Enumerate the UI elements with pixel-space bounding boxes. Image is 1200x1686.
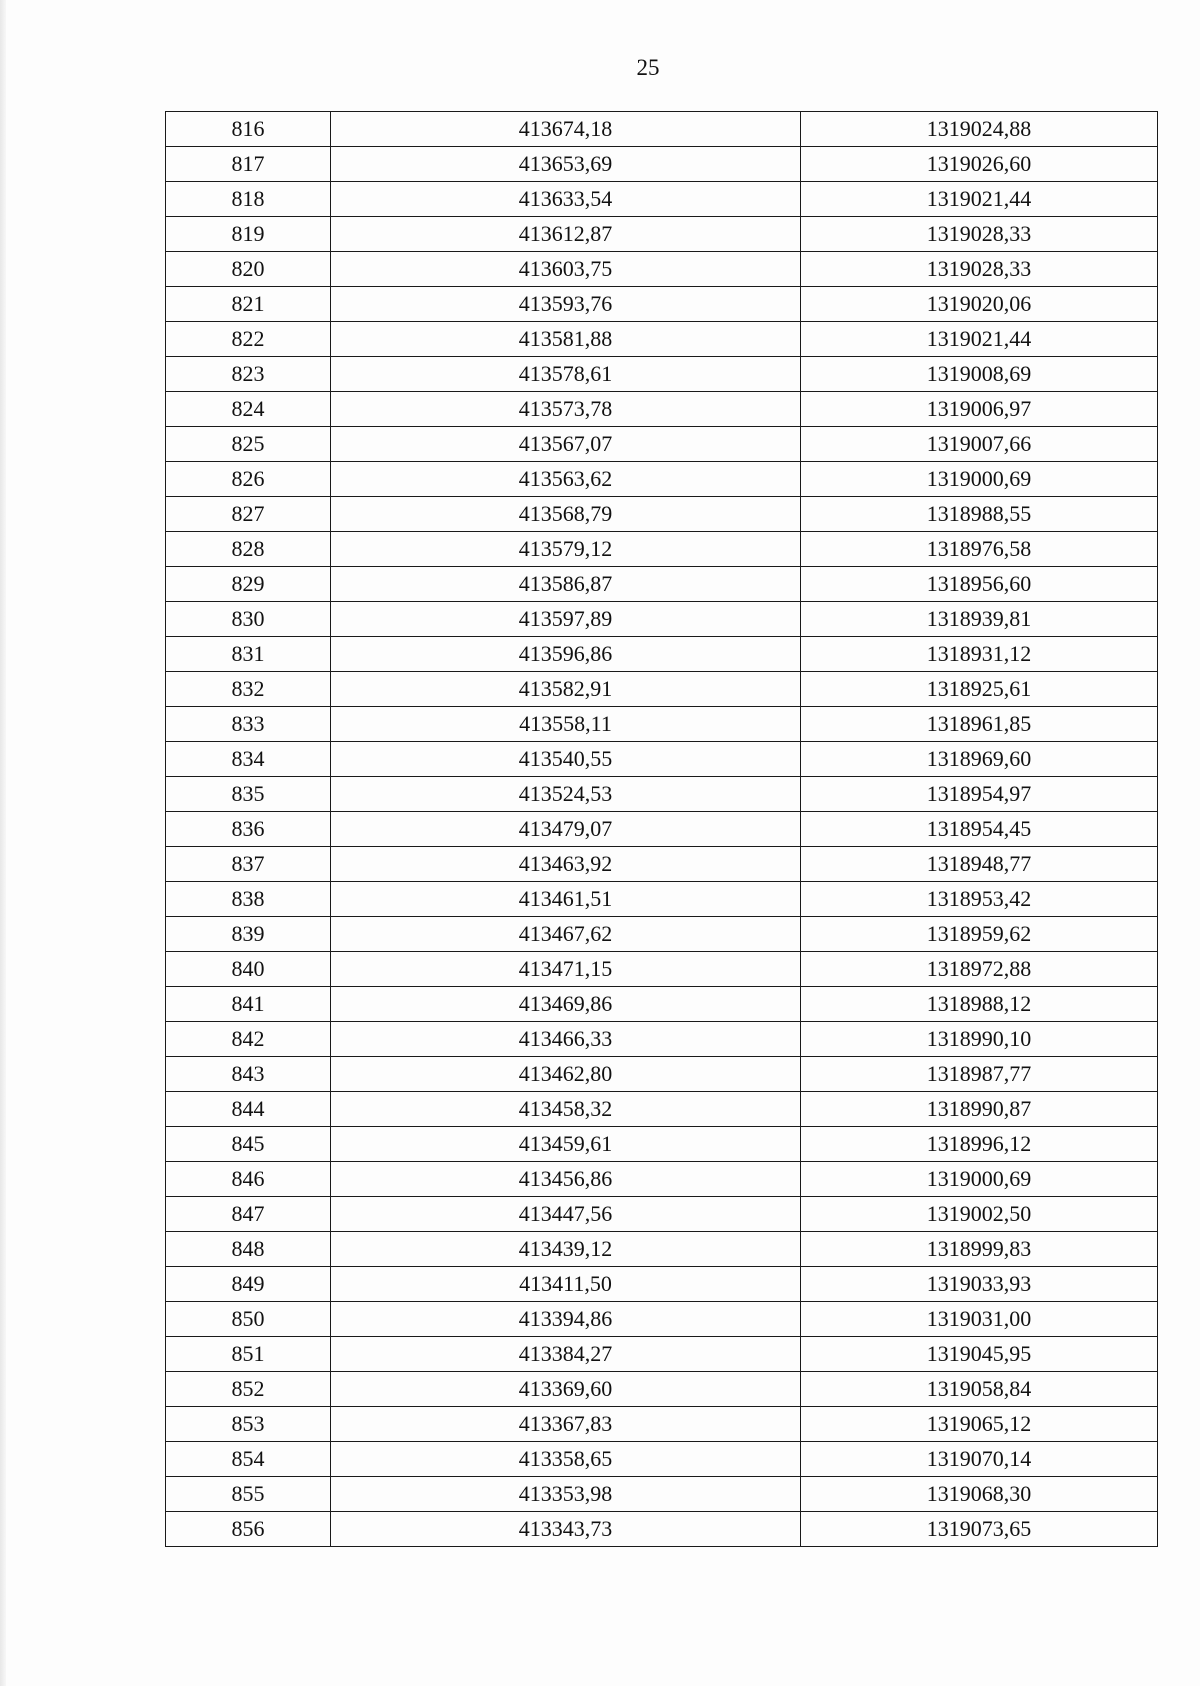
y-coordinate-cell: 1318969,60 — [801, 742, 1158, 777]
point-number-cell: 820 — [166, 252, 331, 287]
y-coordinate-cell: 1318956,60 — [801, 567, 1158, 602]
point-number-cell: 834 — [166, 742, 331, 777]
coordinates-table-body — [166, 112, 1158, 1547]
point-number-cell: 840 — [166, 952, 331, 987]
y-coordinate-cell: 1319021,44 — [801, 182, 1158, 217]
x-coordinate-cell: 413568,79 — [331, 497, 801, 532]
table-row — [166, 532, 1158, 567]
point-number-cell: 823 — [166, 357, 331, 392]
y-coordinate-cell: 1318999,83 — [801, 1232, 1158, 1267]
table-row — [166, 392, 1158, 427]
x-coordinate-cell: 413353,98 — [331, 1477, 801, 1512]
x-coordinate-cell: 413540,55 — [331, 742, 801, 777]
point-number-cell: 832 — [166, 672, 331, 707]
y-coordinate-cell: 1319020,06 — [801, 287, 1158, 322]
table-row — [166, 357, 1158, 392]
point-number-cell: 818 — [166, 182, 331, 217]
x-coordinate-cell: 413463,92 — [331, 847, 801, 882]
table-row — [166, 1337, 1158, 1372]
y-coordinate-cell: 1318976,58 — [801, 532, 1158, 567]
point-number-cell: 839 — [166, 917, 331, 952]
table-row — [166, 777, 1158, 812]
table-row — [166, 1512, 1158, 1547]
y-coordinate-cell: 1319070,14 — [801, 1442, 1158, 1477]
x-coordinate-cell: 413456,86 — [331, 1162, 801, 1197]
y-coordinate-cell: 1319045,95 — [801, 1337, 1158, 1372]
table-row — [166, 1162, 1158, 1197]
x-coordinate-cell: 413596,86 — [331, 637, 801, 672]
x-coordinate-cell: 413439,12 — [331, 1232, 801, 1267]
point-number-cell: 845 — [166, 1127, 331, 1162]
y-coordinate-cell: 1319026,60 — [801, 147, 1158, 182]
point-number-cell: 821 — [166, 287, 331, 322]
table-row — [166, 497, 1158, 532]
table-row — [166, 1057, 1158, 1092]
table-row — [166, 252, 1158, 287]
x-coordinate-cell: 413411,50 — [331, 1267, 801, 1302]
x-coordinate-cell: 413471,15 — [331, 952, 801, 987]
table-row — [166, 1127, 1158, 1162]
x-coordinate-cell: 413459,61 — [331, 1127, 801, 1162]
x-coordinate-cell: 413447,56 — [331, 1197, 801, 1232]
point-number-cell: 854 — [166, 1442, 331, 1477]
y-coordinate-cell: 1319068,30 — [801, 1477, 1158, 1512]
table-row — [166, 637, 1158, 672]
table-row — [166, 147, 1158, 182]
y-coordinate-cell: 1318972,88 — [801, 952, 1158, 987]
point-number-cell: 848 — [166, 1232, 331, 1267]
table-row — [166, 672, 1158, 707]
table-row — [166, 112, 1158, 147]
point-number-cell: 817 — [166, 147, 331, 182]
y-coordinate-cell: 1319033,93 — [801, 1267, 1158, 1302]
table-row — [166, 1022, 1158, 1057]
y-coordinate-cell: 1319028,33 — [801, 252, 1158, 287]
table-row — [166, 322, 1158, 357]
table-row — [166, 462, 1158, 497]
x-coordinate-cell: 413367,83 — [331, 1407, 801, 1442]
point-number-cell: 824 — [166, 392, 331, 427]
table-row — [166, 707, 1158, 742]
y-coordinate-cell: 1318954,97 — [801, 777, 1158, 812]
x-coordinate-cell: 413633,54 — [331, 182, 801, 217]
point-number-cell: 827 — [166, 497, 331, 532]
table-row — [166, 1092, 1158, 1127]
table-row — [166, 182, 1158, 217]
x-coordinate-cell: 413458,32 — [331, 1092, 801, 1127]
y-coordinate-cell: 1318961,85 — [801, 707, 1158, 742]
x-coordinate-cell: 413394,86 — [331, 1302, 801, 1337]
point-number-cell: 825 — [166, 427, 331, 462]
x-coordinate-cell: 413343,73 — [331, 1512, 801, 1547]
x-coordinate-cell: 413597,89 — [331, 602, 801, 637]
table-row — [166, 427, 1158, 462]
point-number-cell: 855 — [166, 1477, 331, 1512]
point-number-cell: 851 — [166, 1337, 331, 1372]
table-row — [166, 602, 1158, 637]
coordinates-table — [165, 111, 1158, 1547]
y-coordinate-cell: 1318954,45 — [801, 812, 1158, 847]
y-coordinate-cell: 1319058,84 — [801, 1372, 1158, 1407]
table-row — [166, 1267, 1158, 1302]
y-coordinate-cell: 1318948,77 — [801, 847, 1158, 882]
point-number-cell: 841 — [166, 987, 331, 1022]
y-coordinate-cell: 1318939,81 — [801, 602, 1158, 637]
y-coordinate-cell: 1318931,12 — [801, 637, 1158, 672]
y-coordinate-cell: 1318990,10 — [801, 1022, 1158, 1057]
x-coordinate-cell: 413612,87 — [331, 217, 801, 252]
point-number-cell: 843 — [166, 1057, 331, 1092]
point-number-cell: 850 — [166, 1302, 331, 1337]
x-coordinate-cell: 413653,69 — [331, 147, 801, 182]
y-coordinate-cell: 1319008,69 — [801, 357, 1158, 392]
x-coordinate-cell: 413384,27 — [331, 1337, 801, 1372]
point-number-cell: 831 — [166, 637, 331, 672]
point-number-cell: 819 — [166, 217, 331, 252]
x-coordinate-cell: 413567,07 — [331, 427, 801, 462]
x-coordinate-cell: 413479,07 — [331, 812, 801, 847]
y-coordinate-cell: 1319000,69 — [801, 462, 1158, 497]
table-row — [166, 987, 1158, 1022]
x-coordinate-cell: 413582,91 — [331, 672, 801, 707]
table-row — [166, 287, 1158, 322]
point-number-cell: 829 — [166, 567, 331, 602]
point-number-cell: 826 — [166, 462, 331, 497]
point-number-cell: 847 — [166, 1197, 331, 1232]
point-number-cell: 837 — [166, 847, 331, 882]
y-coordinate-cell: 1318988,12 — [801, 987, 1158, 1022]
table-row — [166, 1232, 1158, 1267]
table-row — [166, 882, 1158, 917]
page-number: 25 — [636, 55, 660, 80]
y-coordinate-cell: 1318959,62 — [801, 917, 1158, 952]
table-row — [166, 812, 1158, 847]
x-coordinate-cell: 413586,87 — [331, 567, 801, 602]
table-row — [166, 1302, 1158, 1337]
point-number-cell: 856 — [166, 1512, 331, 1547]
x-coordinate-cell: 413558,11 — [331, 707, 801, 742]
table-row — [166, 1197, 1158, 1232]
y-coordinate-cell: 1319065,12 — [801, 1407, 1158, 1442]
point-number-cell: 835 — [166, 777, 331, 812]
point-number-cell: 852 — [166, 1372, 331, 1407]
point-number-cell: 833 — [166, 707, 331, 742]
point-number-cell: 816 — [166, 112, 331, 147]
point-number-cell: 838 — [166, 882, 331, 917]
y-coordinate-cell: 1318925,61 — [801, 672, 1158, 707]
x-coordinate-cell: 413524,53 — [331, 777, 801, 812]
x-coordinate-cell: 413469,86 — [331, 987, 801, 1022]
x-coordinate-cell: 413674,18 — [331, 112, 801, 147]
point-number-cell: 844 — [166, 1092, 331, 1127]
x-coordinate-cell: 413467,62 — [331, 917, 801, 952]
point-number-cell: 836 — [166, 812, 331, 847]
y-coordinate-cell: 1319007,66 — [801, 427, 1158, 462]
x-coordinate-cell: 413563,62 — [331, 462, 801, 497]
table-row — [166, 1442, 1158, 1477]
table-row — [166, 917, 1158, 952]
y-coordinate-cell: 1319000,69 — [801, 1162, 1158, 1197]
x-coordinate-cell: 413578,61 — [331, 357, 801, 392]
y-coordinate-cell: 1319002,50 — [801, 1197, 1158, 1232]
y-coordinate-cell: 1318987,77 — [801, 1057, 1158, 1092]
point-number-cell: 822 — [166, 322, 331, 357]
table-row — [166, 952, 1158, 987]
y-coordinate-cell: 1319024,88 — [801, 112, 1158, 147]
table-row — [166, 1407, 1158, 1442]
x-coordinate-cell: 413466,33 — [331, 1022, 801, 1057]
y-coordinate-cell: 1319006,97 — [801, 392, 1158, 427]
y-coordinate-cell: 1318996,12 — [801, 1127, 1158, 1162]
x-coordinate-cell: 413573,78 — [331, 392, 801, 427]
x-coordinate-cell: 413581,88 — [331, 322, 801, 357]
x-coordinate-cell: 413358,65 — [331, 1442, 801, 1477]
point-number-cell: 828 — [166, 532, 331, 567]
table-row — [166, 742, 1158, 777]
x-coordinate-cell: 413369,60 — [331, 1372, 801, 1407]
x-coordinate-cell: 413462,80 — [331, 1057, 801, 1092]
x-coordinate-cell: 413603,75 — [331, 252, 801, 287]
y-coordinate-cell: 1319073,65 — [801, 1512, 1158, 1547]
scan-edge — [0, 0, 6, 1686]
x-coordinate-cell: 413579,12 — [331, 532, 801, 567]
table-row — [166, 847, 1158, 882]
table-row — [166, 567, 1158, 602]
table-row — [166, 1477, 1158, 1512]
y-coordinate-cell: 1319031,00 — [801, 1302, 1158, 1337]
y-coordinate-cell: 1318988,55 — [801, 497, 1158, 532]
y-coordinate-cell: 1318990,87 — [801, 1092, 1158, 1127]
table-row — [166, 1372, 1158, 1407]
x-coordinate-cell: 413461,51 — [331, 882, 801, 917]
y-coordinate-cell: 1318953,42 — [801, 882, 1158, 917]
table-row — [166, 217, 1158, 252]
point-number-cell: 846 — [166, 1162, 331, 1197]
point-number-cell: 842 — [166, 1022, 331, 1057]
point-number-cell: 849 — [166, 1267, 331, 1302]
y-coordinate-cell: 1319028,33 — [801, 217, 1158, 252]
point-number-cell: 853 — [166, 1407, 331, 1442]
point-number-cell: 830 — [166, 602, 331, 637]
x-coordinate-cell: 413593,76 — [331, 287, 801, 322]
y-coordinate-cell: 1319021,44 — [801, 322, 1158, 357]
